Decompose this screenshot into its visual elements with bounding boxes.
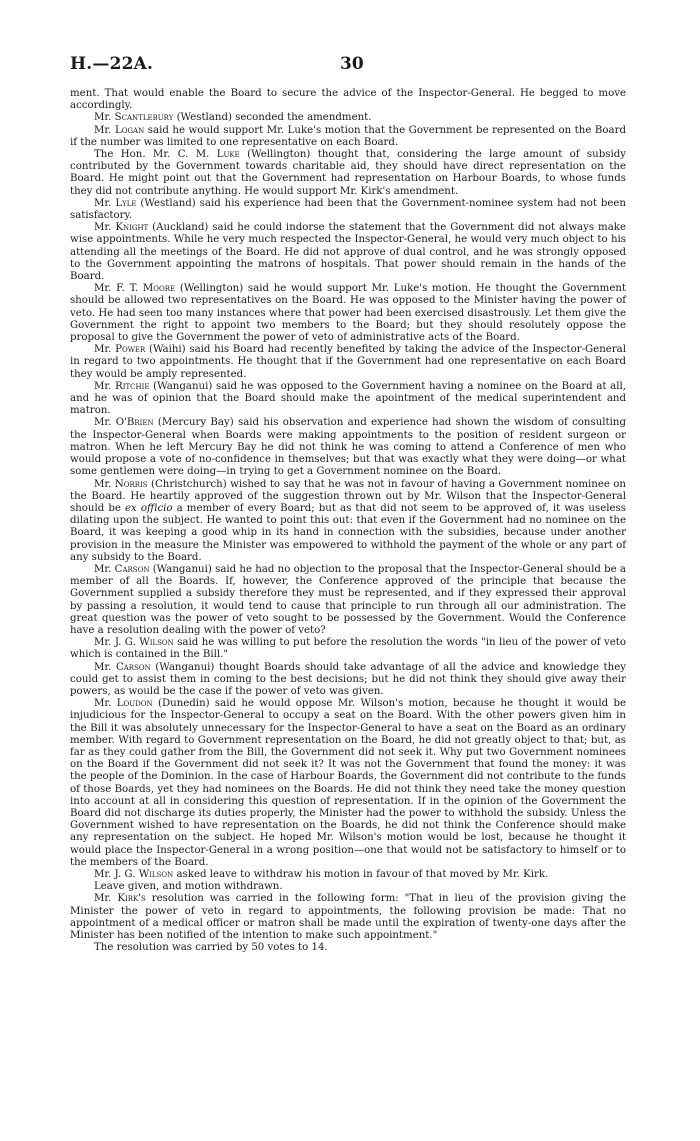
paragraph-text: Mr. [94,197,116,209]
paragraph-text: (Wanganui) thought Boards should take advantage of all the advice and knowledge they could get to assist them in coming to the best decisions; but he did not think they should give away their powers, as would be the case if the power of veto was given. [70,661,626,697]
paragraph-text: (Dunedin) said he would oppose Mr. Wilson's motion, because he thought it would be injudicious for the Inspector-General to occupy a seat on the Board. With the other powers given him in the Bill it was absolutely unnecessary for the Inspector-General to have a seat on the Board as an ordinary member. With regard to Government representation on the Board, he did not greatly object to that; but, as far as they could gather from the Bill, the Government did not seek it. Why put two Government nominees on the Board if the Government did not seek it? It was not the Government that found the money: it was the people of the Dominion. In the case of Harbour Boards, the Government did not contribute to the funds of those Boards, yet they had nominees on the Boards. He did not think they need take the money question into account at all in considering this question of representation. If in the opinion of the Government the Board did not discharge its duties properly, the Minister had the power to withhold the subsidy. Unless the Government wished to have representation on the Boards, he did not think the Conference should make any representation on the subject. He hoped Mr. Wilson's motion would be lost, because he thought it would place the Inspector-General in a wrong position—one that would not be satisfactory to himself or to the members of the Board. [70,698,626,868]
speaker-name: Power [115,344,146,356]
paragraph-text: asked leave to withdraw his motion in favour of that moved by Mr. Kirk. [173,869,549,880]
paragraph-text: (Wanganui) said he was opposed to the Government having a nominee on the Board at all, and he was of opinion that the Board should make the apointment of the medical superintendent and matron. [70,380,626,417]
paragraph-text: Mr. [94,417,116,429]
paragraph-text: Mr. [94,893,118,905]
paragraph [70,698,626,869]
paragraph-text: ment. That would enable the Board to secure the advice of the Inspector-General. He begged to move accordingly. [70,88,626,112]
paragraph [70,417,626,478]
speaker-name: Wilson [138,869,174,880]
paragraph-text: The resolution was carried by 50 votes to 14. [94,942,328,954]
paragraph-text: (Wanganui) said he had no objection to the proposal that the Inspector-General should be a member of all the Boards. If, however, the Conference approved of the principle that because the Government supplied a subsidy therefore they must be represented, and if they expressed their approval by passing a resolution, it would tend to cause that principle to run through all our administration. The great question was the power of veto sought to be possessed by the Government. Would the Conference have a resolution dealing with the power of veto? [70,563,626,636]
italic-term: ex officio [124,502,173,514]
paragraph [70,283,626,344]
speaker-name: O'Brien [115,417,154,429]
speaker-name: Carson [115,661,151,673]
speaker-name: Lyle [115,197,137,209]
paragraph-text: Mr. [94,222,116,234]
paragraph-text: (Auckland) said he could indorse the statement that the Government did not always make wise appointments. While he very much respected the Inspector-General, he would very much object to his attending all the meetings of the Board. He did not approve of dual control, and he was strongly opposed to the Government appointing the matrons of hospitals. That power should remain in the hands of the Board. [70,222,626,283]
paragraph-text: (Waihi) said his Board had recently benefited by taking the advice of the Inspector-General in regard to two appointments. He thought that if the Government had one representative on each Board they would be amply represented. [70,344,626,380]
paragraph [70,198,626,222]
paragraph-text: said he would support Mr. Luke's motion that the Government be represented on the Board if the number was limited to one representative on each Board. [70,124,626,148]
paragraph-text: Mr. [94,124,115,136]
speaker-name: Knight [115,222,149,234]
paragraph-text: Mr. [94,380,116,392]
page-header [70,52,640,76]
paragraph [70,564,626,637]
paragraph [70,869,626,881]
speaker-name: Luke [216,149,240,161]
paragraph-text: Mr. J. G. [94,869,139,880]
paragraph-text: Mr. [94,563,115,575]
speaker-name: Wilson [139,637,174,649]
paragraph-text: Mr. [94,344,116,356]
paragraph-text: (Wellington) thought that, considering the large amount of subsidy contributed by the Government towards charitable aid, they should have direct representation on the Board. He might point out that the Government had representation on Harbour Boards, to whose funds they did not contribute anything. He would support Mr. Kirk's amendment. [70,149,627,197]
paragraph [70,149,626,198]
paragraph-text: (Christchurch) wished to say that he was not in favour of having a Government nominee on the Board. He heartily approved of the suggestion thrown out by Mr. Wilson that the Inspector-General should be [70,478,626,514]
paragraph-text: The Hon. Mr. C. M. [94,149,217,161]
speaker-name: Kirk's [117,893,146,905]
paragraph-text: resolution was carried in the following form: "That in lieu of the provision giving the Minister the power of veto in regard to appointments, the following provision be made: That no appointment of a medical officer or matron shall be made until the expiration of twenty-one days after the Minister has been notified of the intention to make such appointment." [70,893,626,942]
paragraph-text: Mr. J. G. [94,637,140,649]
paragraph [70,88,626,112]
document-reference: H.—22A. [70,54,154,74]
paragraph-text: (Mercury Bay) said his observation and experience had shown the wisdom of consulting the Inspector-General when Boards were making appointments to the position of resident surgeon or matron. When he left Mercury Bay he did not think he was coming to attend a Conference of men who would propose a vote of no-confidence in themselves; but that was exactly what they were doing—or what some gentlemen were doing—in trying to get a Government nominee on the Board. [70,417,626,478]
paragraph-text: Mr. [94,661,116,673]
paragraph-text: Mr. [94,478,115,490]
speaker-name: Norris [114,478,148,490]
paragraph [70,637,626,661]
paragraph-text: Mr. F. T. [94,283,143,295]
speaker-name: Ritchie [115,380,150,392]
paragraph [70,125,626,149]
paragraph [70,881,626,893]
body-text [70,88,626,954]
paragraph [70,942,626,954]
paragraph [70,344,626,381]
speaker-name: Scantlebury [114,112,174,124]
speaker-name: Carson [114,563,150,575]
paragraph-text: Mr. [94,112,115,124]
speaker-name: Moore [142,283,176,295]
paragraph-text: (Westland) said his experience had been that the Government-nominee system had not been satisfactory. [70,197,626,222]
paragraph-text: Leave given, and motion withdrawn. [94,881,283,893]
speaker-name: Loudon [116,698,153,710]
paragraph-text: a member of every Board; but as that did not seem to be approved of, it was useless dilating upon the subject. He wanted to point this out: that even if the Government had no nominee on the Board, it was keeping a good whip in its hand in connection with the subsidies, because under another provision in the measure the Minister was empowered to withhold the payment of the whole or any part of any subsidy to the Board. [70,502,626,563]
paragraph-text: (Westland) seconded the amendment. [173,112,372,124]
paragraph-text: (Wellington) said he would support Mr. Luke's motion. He thought the Government should be allowed two representatives on the Board. He was opposed to the Minister having the power of veto. He had seen too many instances where that power had been exercised disastrously. Let them give the Government the right to appoint two members to the Board; but they should resolutely oppose the proposal to give the Government the power of veto of administrative acts of the Board. [70,283,626,344]
paragraph [70,381,626,418]
paragraph [70,112,626,124]
paragraph [70,662,626,699]
paragraph [70,222,626,283]
paragraph-text: Mr. [94,698,117,710]
page-number: 30 [340,54,364,74]
paragraph [70,893,626,942]
speaker-name: Logan [114,124,145,136]
paragraph-text: said he was willing to put before the resolution the words "in lieu of the power of veto which is contained in the Bill." [70,637,626,661]
paragraph [70,479,626,564]
